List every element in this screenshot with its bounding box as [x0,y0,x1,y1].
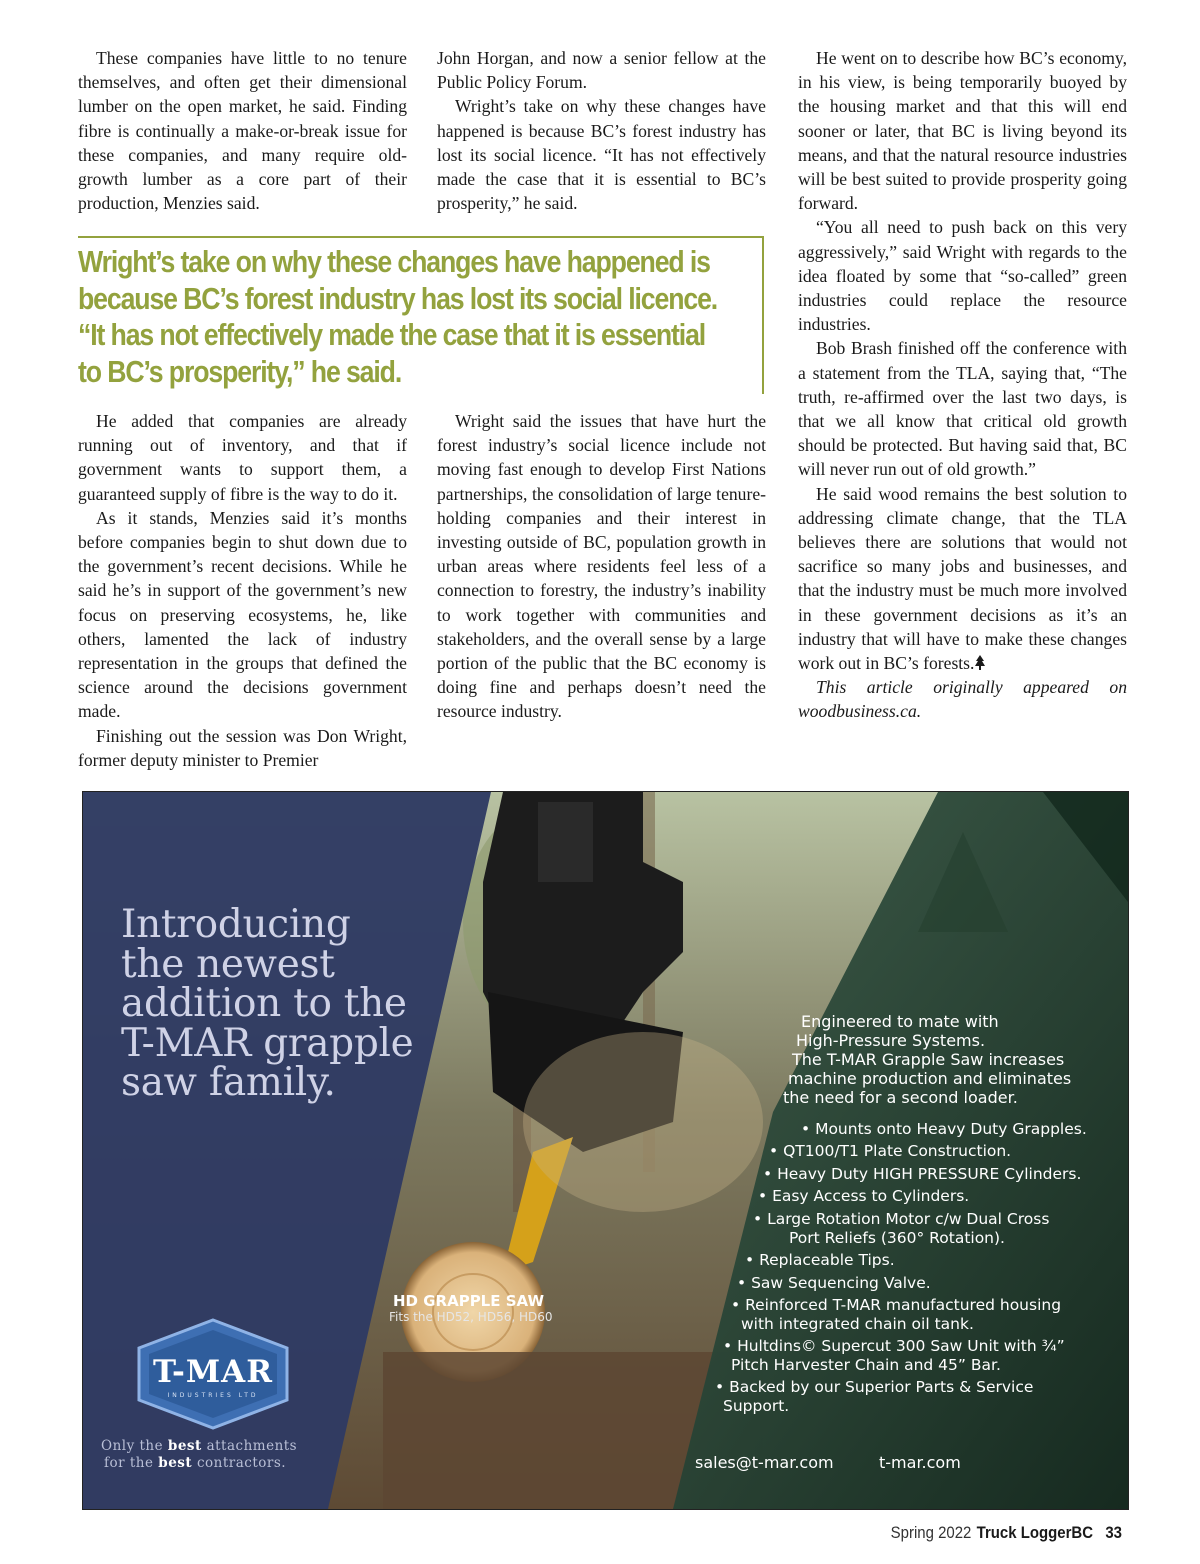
ad-website-link[interactable]: t-mar.com [879,1453,961,1472]
ad-intro-line: The T-MAR Grapple Saw increases [792,1050,1065,1069]
paragraph: These companies have little to no tenure themselves, and often get their dimensional lumber on the open market, he said. Finding fibre is continually a make-or-break issue for these companies, and many require old-growth lumber as a core part of their production, Menzies said. [78,48,407,214]
paragraph: Bob Brash finished off the conference with a statement from the TLA, saying that, “The truth, re-affirmed over the last two days, is that we all know that critical old growth should be protected. But having said that, BC will never run out of old growth.” [798,338,1127,480]
pull-quote-line: “It has not effectively made the case that it is essential [78,317,706,352]
ad-headline-line: Introducing [121,902,351,947]
feature-item: • Hultdins© Supercut 300 Saw Unit with ¾” Pitch Harvester Chain and 45” Bar. [723,1337,1065,1374]
source-note: This article originally appeared on woodbusiness.ca. [798,677,1127,722]
ad-intro-line: the need for a second loader. [783,1088,1018,1107]
ad-headline-line: the newest [121,941,335,987]
ad-tagline [101,1438,341,1471]
product-fits: Fits the HD52, HD56, HD60 [389,1310,553,1324]
paragraph: Wright said the issues that have hurt the forest industry’s social licence include not moving fast enough to develop First Nations partnerships, the consolidation of large tenure-holding companies and their interest in investing outside of BC, population growth in urban areas where residents feel less of a connection to forestry, the industry’s inability to work together with communities and stakeholders, and the overall sense by a large portion of the public that the BC economy is doing fine and perhaps doesn’t need the resource industry. [437,411,766,722]
paragraph: He added that companies are already running out of inventory, and that if government wants to support them, a guaranteed supply of fibre is the way to do it. [78,411,407,504]
feature-item: • Saw Sequencing Valve. [737,1274,931,1292]
paragraph: John Horgan, and now a senior fellow at the Public Policy Forum. [437,48,766,93]
ad-headline-line: saw family. [121,1060,336,1105]
ad-headline-line: addition to the [121,981,407,1026]
paragraph: Wright’s take on why these changes have happened is because BC’s forest industry has lost its social licence. “It has not effectively made the case that it is essential to BC’s prosperity,” he said. [437,96,766,214]
ad-intro-line: High-Pressure Systems. [796,1031,986,1050]
magazine-name: Truck LoggerBC [976,1523,1094,1542]
ad-intro-line: machine production and eliminates [788,1069,1072,1088]
feature-item: • Reinforced T-MAR manufactured housing with integrated chain oil tank. [731,1296,1062,1333]
logo-text: T-MAR [153,1354,273,1390]
pull-quote-text [78,244,762,390]
feature-item: • Easy Access to Cylinders. [758,1187,970,1205]
feature-item: • Backed by our Superior Parts & Service Support. [715,1378,1034,1415]
paragraph: As it stands, Menzies said it’s months before companies begin to shut down due to the government’s recent decisions. While he said he’s in support of the government’s new focus on preserving ecosystems, he, like others, lamented the lack of industry representation in the groups that defined the science around the decisions government made. [78,507,407,722]
article-column-1-bottom [78,409,407,772]
tmar-logo [137,1318,289,1430]
article-column-1-top [78,46,407,215]
feature-item: • Mounts onto Heavy Duty Grapples. [801,1120,1087,1138]
feature-item: • Heavy Duty HIGH PRESSURE Cylinders. [763,1165,1082,1183]
pull-quote [78,236,764,394]
article-column-3 [798,46,1127,724]
article-column-2-top [437,46,766,215]
issue-season: Spring 2022 [890,1523,972,1542]
pull-quote-line: because BC’s forest industry has lost its social licence. [78,280,718,316]
feature-item: • Replaceable Tips. [745,1251,895,1269]
paragraph: He went on to describe how BC’s economy, in his view, is being temporarily buoyed by the housing market and that this will end sooner or later, that BC is living beyond its means, and that the natural resource industries will be best suited to provide prosperity going forward. [798,48,1127,214]
page-number: 33 [1105,1523,1122,1542]
pull-quote-line: Wright’s take on why these changes have happened is [78,244,710,279]
page-footer [135,1523,1122,1547]
ad-intro-text [783,1012,1113,1107]
tagline-line: Only the best attachments [101,1438,298,1454]
tmar-advertisement [82,791,1129,1510]
ad-headline-line: T-MAR grapple [121,1020,414,1066]
ad-headline [121,902,461,1105]
paragraph-text: He said wood remains the best solution to addressing climate change, that the TLA believes there are solutions that would not sacrifice so many jobs and businesses, and that the industry must be much more involved in these government decisions as it’s an industry that will have to make these changes work out in BC’s forests. [798,483,1127,674]
paragraph: Finishing out the session was Don Wright, former deputy minister to Premier [78,725,407,770]
paragraph-with-end-mark [798,482,1127,676]
logo-subtext: INDUSTRIES LTD [167,1392,259,1399]
pull-quote-line: to BC’s prosperity,” he said. [78,353,402,389]
product-name: HD GRAPPLE SAW [393,1292,544,1310]
ad-intro-line: Engineered to mate with [801,1012,999,1031]
tree-end-mark-icon [974,655,986,670]
tagline-line: for the best contractors. [104,1454,287,1471]
paragraph: “You all need to push back on this very aggressively,” said Wright with regards to the idea floated by some that “so-called” green industries could replace the resource industries. [798,217,1127,335]
feature-item: • QT100/T1 Plate Construction. [769,1142,1012,1160]
article-column-2-bottom [437,409,766,724]
feature-item: • Large Rotation Motor c/w Dual Cross Port Reliefs (360° Rotation). [753,1210,1050,1247]
ad-email-link[interactable]: sales@t-mar.com [695,1453,834,1472]
